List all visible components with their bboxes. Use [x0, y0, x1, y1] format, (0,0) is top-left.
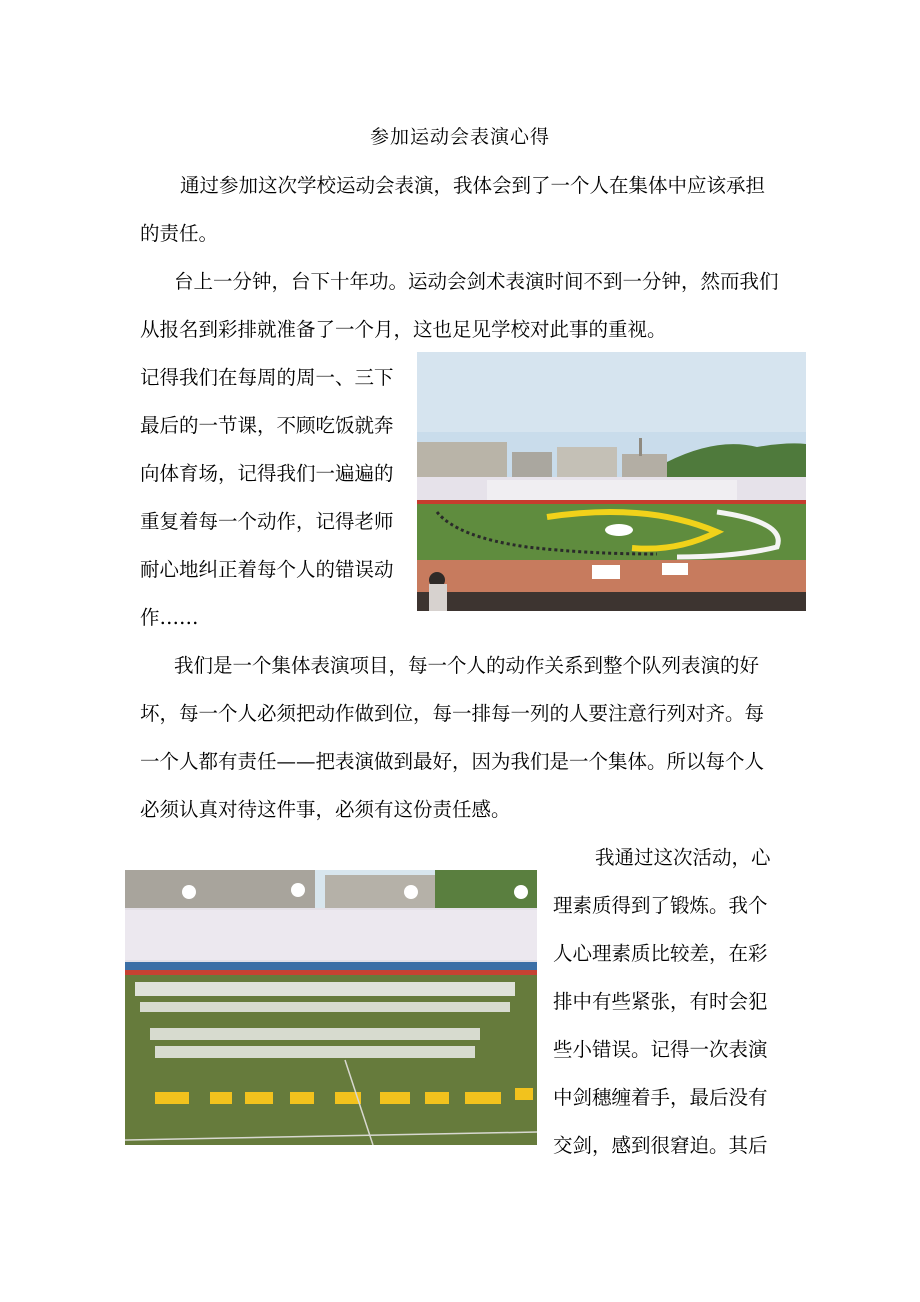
paragraph-1: 通过参加这次学校运动会表演，我体会到了一个人在集体中应该承担的责任。: [140, 174, 766, 245]
paragraph-5: 我通过这次活动，心理素质得到了锻炼。我个人心理素质比较差，在彩排中有些紧张，有时会犯些小错误。记得一次表演中剑穗缠着手，最后没有交剑，感到很窘迫。其后: [553, 846, 771, 1157]
page-title: 参加运动会表演心得: [369, 126, 550, 148]
paragraph-2: 台上一分钟，台下十年功。运动会剑术表演时间不到一分钟，然而我们从报名到彩排就准备了一个月，这也足见学校对此事的重视。: [140, 270, 779, 341]
paragraph-3: 记得我们在每周的周一、三下最后的一节课，不顾吃饭就奔向体育场，记得我们一遍遍的重复着每一个动作，记得老师耐心地纠正着每个人的错误动作……: [140, 366, 394, 629]
stadium-parade-photo: [417, 352, 806, 611]
paragraph-4: 我们是一个集体表演项目，每一个人的动作关系到整个队列表演的好坏，每一个人必须把动作做到位，每一排每一列的人要注意行列对齐。每一个人都有责任——把表演做到最好，因为我们是一个集体。所以每个人必须认真对待这件事，必须有这份责任感。: [140, 654, 765, 821]
field-performance-photo: [125, 870, 537, 1145]
